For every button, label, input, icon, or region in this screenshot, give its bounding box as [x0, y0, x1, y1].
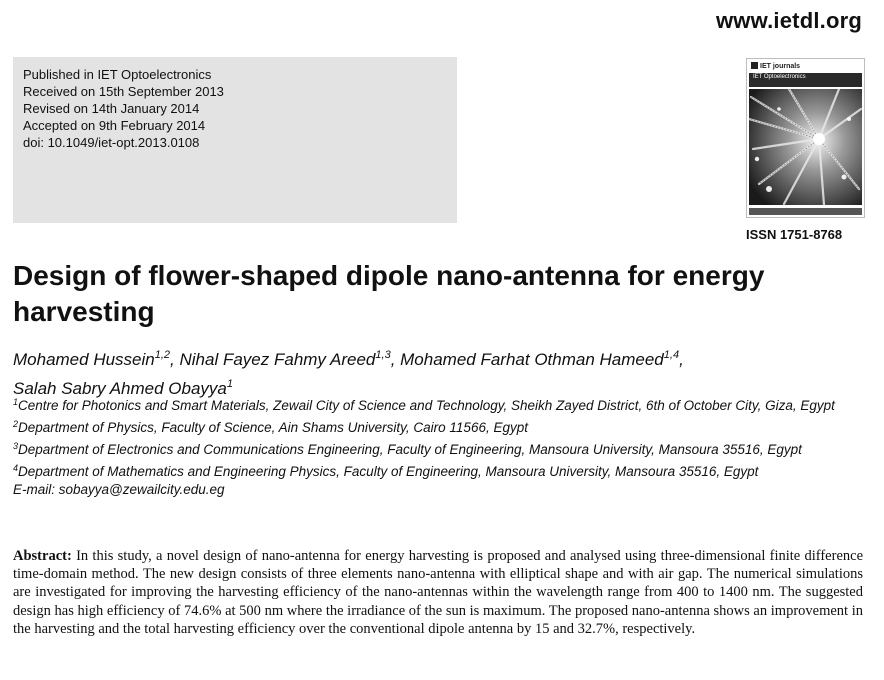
- author-1: Mohamed Hussein$^{1,2}$,: [13, 349, 180, 369]
- published-in-line: Published in IET Optoelectronics: [23, 67, 212, 82]
- journal-cover-image: [746, 58, 865, 218]
- author-4: Salah Sabry Ahmed Obayya$^1$: [13, 378, 234, 398]
- abstract: [13, 547, 863, 638]
- doi-line[interactable]: doi: 10.1049/iet-opt.2013.0108: [23, 135, 200, 150]
- accepted-date-line: Accepted on 9th February 2014: [23, 118, 206, 133]
- author-3: Mohamed Farhat Othman Hameed$^{1,4}$,: [400, 349, 684, 369]
- contact-email[interactable]: E-mail: sobayya@zewailcity.edu.eg: [13, 482, 225, 497]
- cover-logo: IET journals: [751, 62, 800, 70]
- publication-info-box: [13, 57, 457, 223]
- revised-date-line: Revised on 14th January 2014: [23, 101, 200, 116]
- cover-journal-name: IET Optoelectronics: [753, 74, 806, 80]
- paper-title: Design of flower-shaped dipole nano-antenna for energy harvesting: [13, 260, 765, 327]
- issn-number: ISSN 1751-8768: [746, 227, 843, 242]
- affiliations: [13, 393, 873, 499]
- cover-footer-band: [749, 208, 862, 215]
- received-date-line: Received on 15th September 2013: [23, 84, 224, 99]
- cover-artwork: [749, 89, 862, 205]
- affiliation-3: $^3$Department of Electronics and Communications Engineering, Faculty of Engineering, Mansoura University, Mansoura 35516, Egypt: [13, 441, 802, 457]
- site-url[interactable]: www.ietdl.org: [715, 8, 862, 33]
- abstract-label: Abstract:: [13, 548, 72, 564]
- abstract-text: In this study, a novel design of nano-antenna for energy harvesting is proposed and analysed using three-dimensional finite difference time-domain method. The new design consists of three elements nano-antenna with elliptical shape and with air gap. The numerical simulations are investigated for improving the harvesting efficiency of the nano-antennas within the wavelength range from 400 to 1400 nm. The suggested design has high efficiency of 74.6% at 500 nm where the irradiance of the sun is maximum. The proposed nano-antenna shows an improvement in the harvesting and the total harvesting efficiency over the conventional dipole antenna by 15 and 32.7%, respectively.: [13, 548, 864, 637]
- cover-brand: journals: [772, 63, 801, 70]
- affiliation-2: $^2$Department of Physics, Faculty of Science, Ain Shams University, Cairo 11566, Egypt: [13, 419, 528, 435]
- affiliation-1: $^1$Centre for Photonics and Smart Materials, Zewail City of Science and Technology, Sheikh Zayed District, 6th of October City, Giza, Egypt: [13, 397, 835, 413]
- affiliation-4: $^4$Department of Mathematics and Engineering Physics, Faculty of Engineering, Mansoura University, Mansoura 35516, Egypt: [13, 463, 759, 479]
- author-2: Nihal Fayez Fahmy Areed$^{1,3}$,: [179, 349, 401, 369]
